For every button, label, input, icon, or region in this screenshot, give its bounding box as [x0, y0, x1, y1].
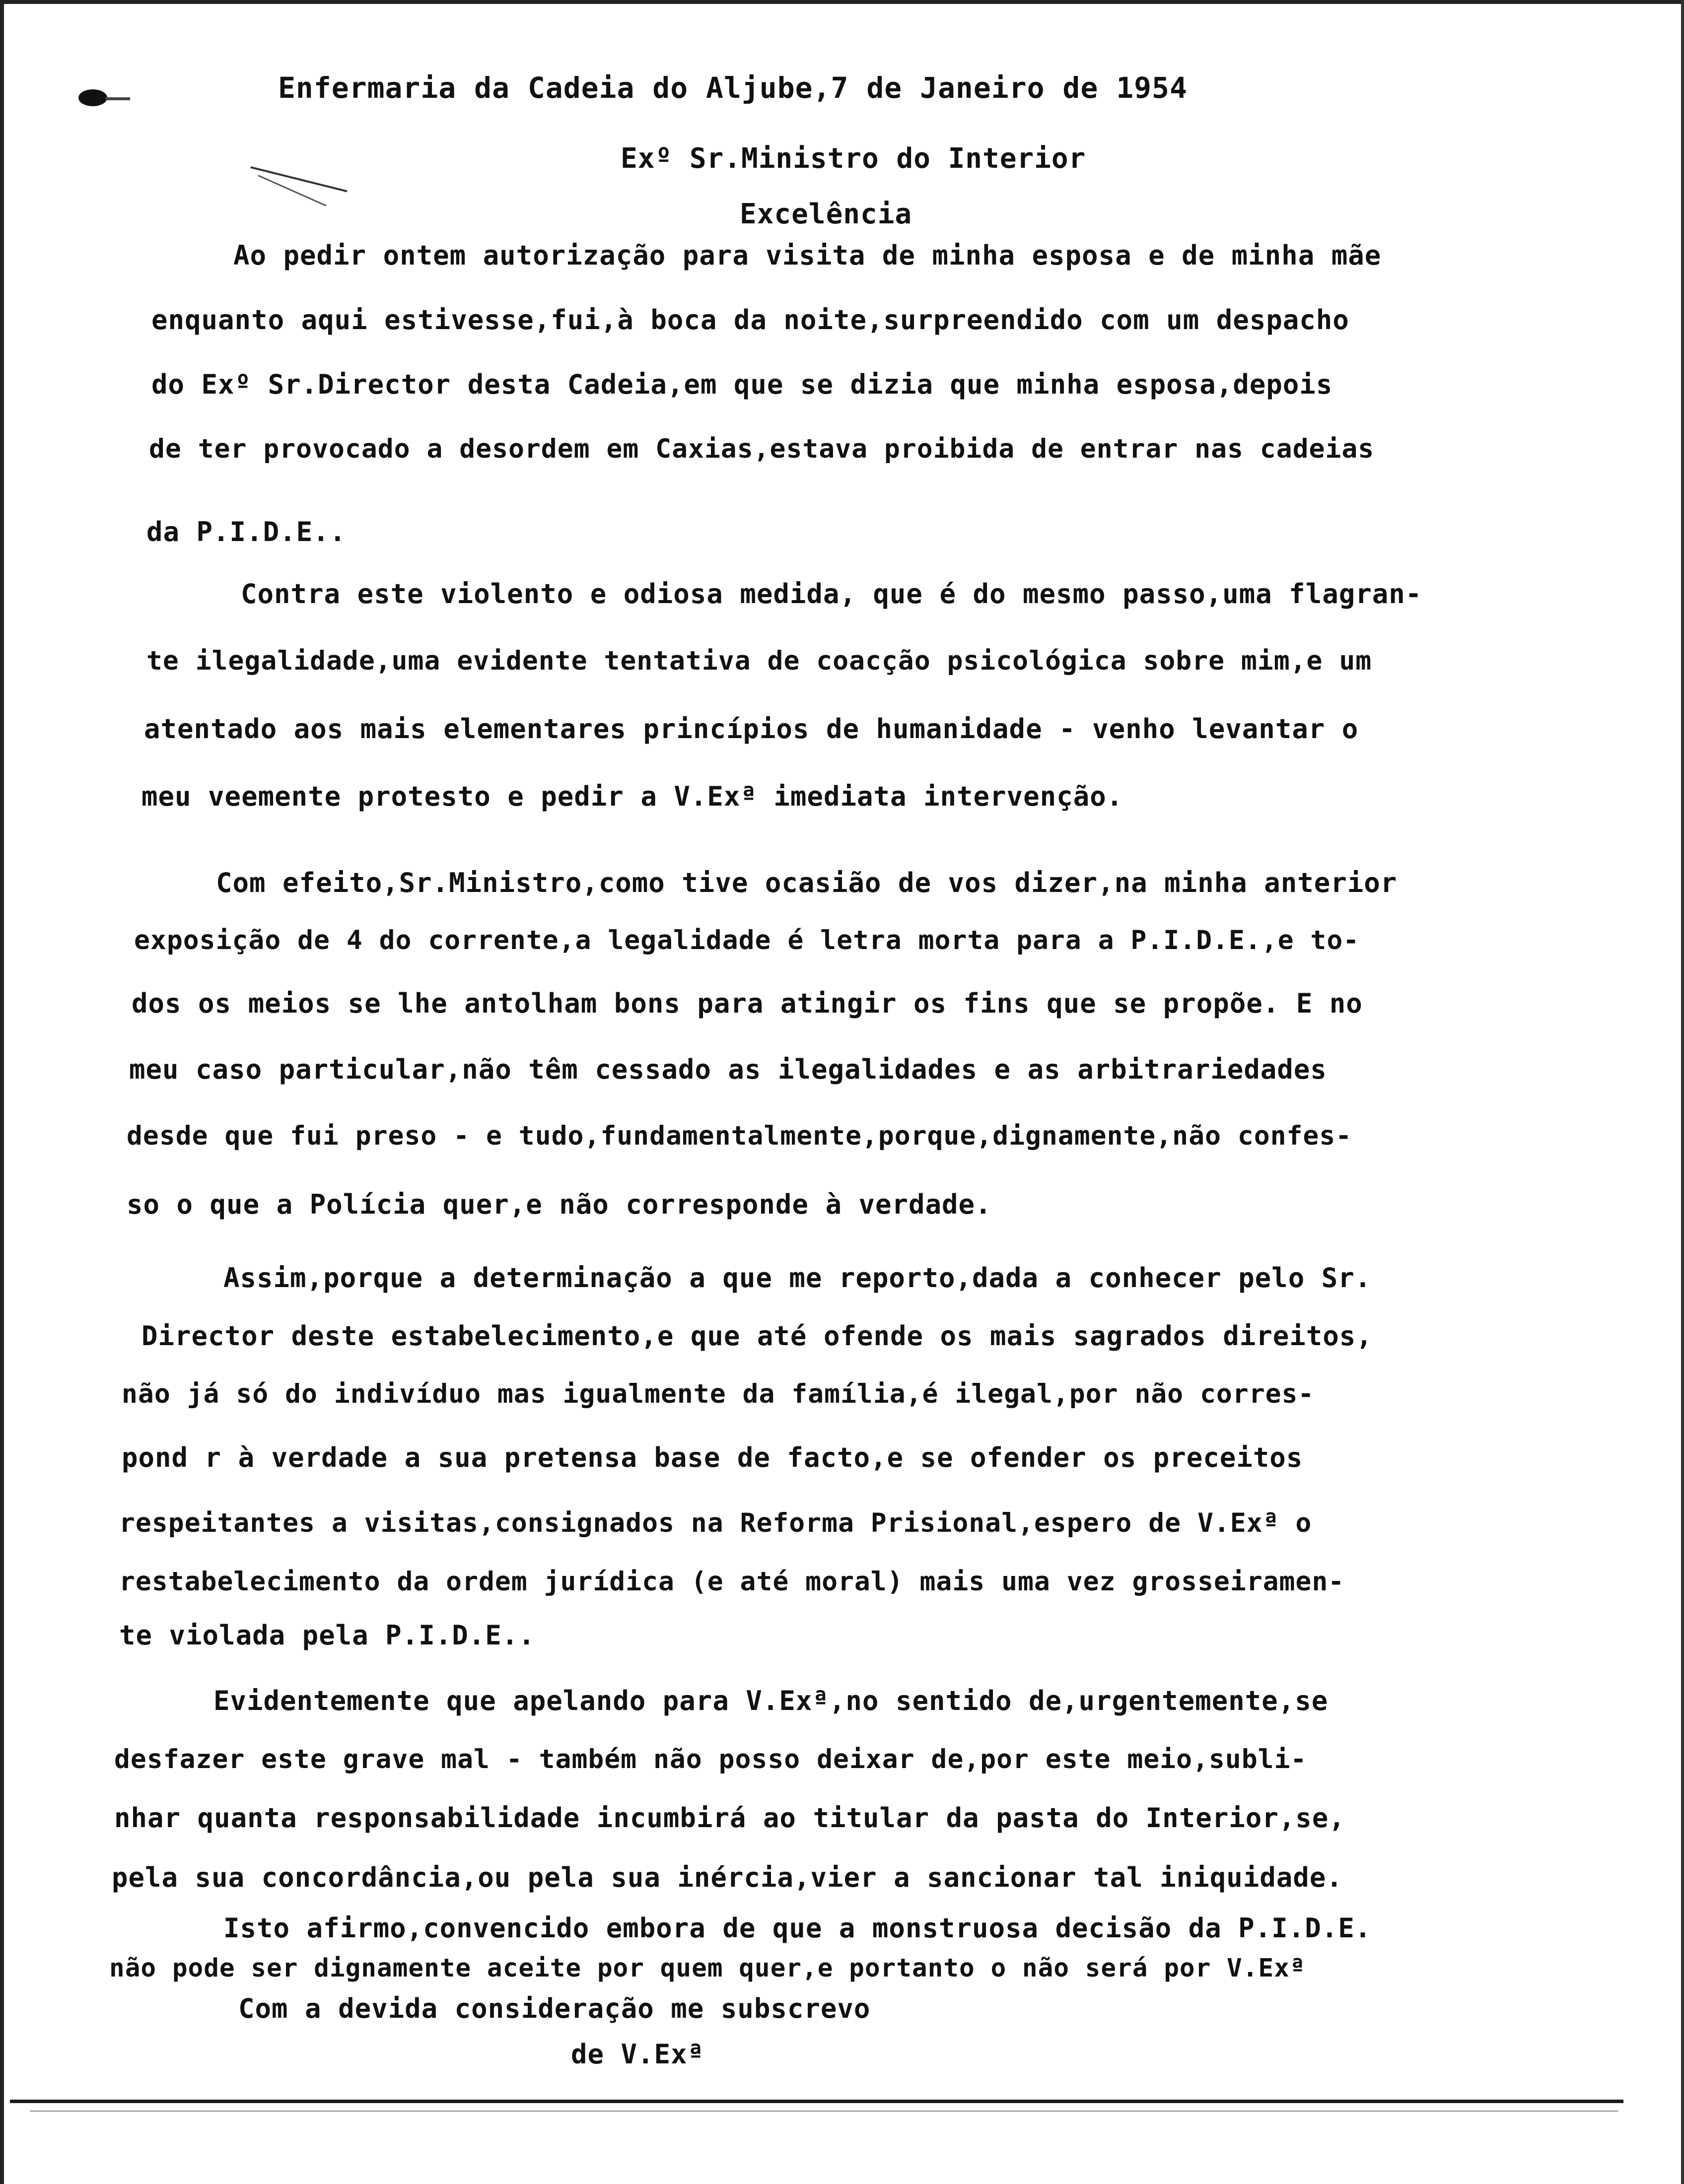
letter-signoff: de V.Exª	[571, 2039, 704, 2070]
letter-header: Enfermaria da Cadeia do Aljube,7 de Janeiro de 1954	[278, 71, 1188, 105]
letter-line-10: Com efeito,Sr.Ministro,como tive ocasião de vos dizer,na minha anterior	[216, 867, 1398, 898]
letter-line-11: exposição de 4 do corrente,a legalidade é letra morta para a P.I.D.E.,e to-	[134, 925, 1360, 956]
letter-line-2: enquanto aqui estivesse,fui,à boca da noite,surpreendido com um despacho	[151, 304, 1349, 336]
letter-line-22: te violada pela P.I.D.E..	[119, 1620, 535, 1651]
page-bottom-rule	[10, 2100, 1623, 2103]
letter-line-7: te ilegalidade,uma evidente tentativa de coacção psicológica sobre mim,e um	[146, 646, 1372, 676]
letter-line-18: não já só do indivíduo mas igualmente da família,é ilegal,por não corres-	[122, 1379, 1315, 1409]
letter-line-19: pond r à verdade a sua pretensa base de facto,e se ofender os preceitos	[122, 1442, 1303, 1473]
letter-line-4: de ter provocado a desordem em Caxias,estava proibida de entrar nas cadeias	[149, 434, 1375, 464]
letter-line-5: da P.I.D.E..	[146, 516, 347, 547]
scan-edge-right	[1681, 0, 1684, 2184]
ink-blot-tail	[105, 97, 130, 100]
letter-line-26: pela sua concordância,ou pela sua inércia,vier a sancionar tal iniquidade.	[112, 1862, 1343, 1893]
letter-line-13: meu caso particular,não têm cessado as ilegalidades e as arbitrariedades	[129, 1054, 1327, 1085]
letter-salutation: Excelência	[740, 198, 912, 230]
letter-line-17: Director deste estabelecimento,e que até ofende os mais sagrados direitos,	[141, 1320, 1373, 1352]
letter-line-14: desde que fui preso - e tudo,fundamentalmente,porque,dignamente,não confes-	[127, 1121, 1352, 1151]
letter-line-28: não pode ser dignamente aceite por quem quer,e portanto o não será por V.Exª	[109, 1954, 1306, 1983]
letter-line-15: so o que a Polícia quer,e não corresponde à verdade.	[127, 1189, 992, 1220]
letter-line-8: atentado aos mais elementares princípios de humanidade - venho levantar o	[144, 713, 1359, 745]
letter-line-23: Evidentemente que apelando para V.Exª,no sentido de,urgentemente,se	[213, 1685, 1329, 1716]
letter-line-27: Isto afirmo,convencido embora de que a monstruosa decisão da P.I.D.E.	[223, 1912, 1372, 1944]
letter-line-24: desfazer este grave mal - também não posso deixar de,por este meio,subli-	[114, 1744, 1307, 1774]
letter-line-1: Ao pedir ontem autorização para visita de minha esposa e de minha mãe	[233, 240, 1382, 271]
letter-line-16: Assim,porque a determinação a que me reporto,dada a conhecer pelo Sr.	[223, 1262, 1372, 1294]
letter-line-9: meu veemente protesto e pedir a V.Exª imediata intervenção.	[141, 781, 1123, 812]
ink-blot	[78, 89, 107, 106]
scan-edge-left	[0, 0, 4, 2184]
page-bottom-rule-faint	[30, 2111, 1618, 2112]
letter-line-21: restabelecimento da ordem jurídica (e até moral) mais uma vez grosseiramen-	[119, 1567, 1345, 1597]
scan-scratch-mark-2	[258, 175, 326, 206]
letter-line-3: do Exº Sr.Director desta Cadeia,em que se dizia que minha esposa,depois	[151, 369, 1333, 400]
letter-closing: Com a devida consideração me subscrevo	[238, 1993, 871, 2024]
letter-line-12: dos os meios se lhe antolham bons para atingir os fins que se propõe. E no	[132, 988, 1363, 1019]
letter-line-6: Contra este violento e odiosa medida, que é do mesmo passo,uma flagran-	[241, 578, 1422, 610]
letter-addressee: Exº Sr.Ministro do Interior	[621, 142, 1086, 175]
letter-line-25: nhar quanta responsabilidade incumbirá ao titular da pasta do Interior,se,	[114, 1802, 1345, 1834]
letter-line-20: respeitantes a visitas,consignados na Reforma Prisional,espero de V.Exª o	[119, 1508, 1312, 1538]
scan-edge-top	[0, 0, 1684, 4]
